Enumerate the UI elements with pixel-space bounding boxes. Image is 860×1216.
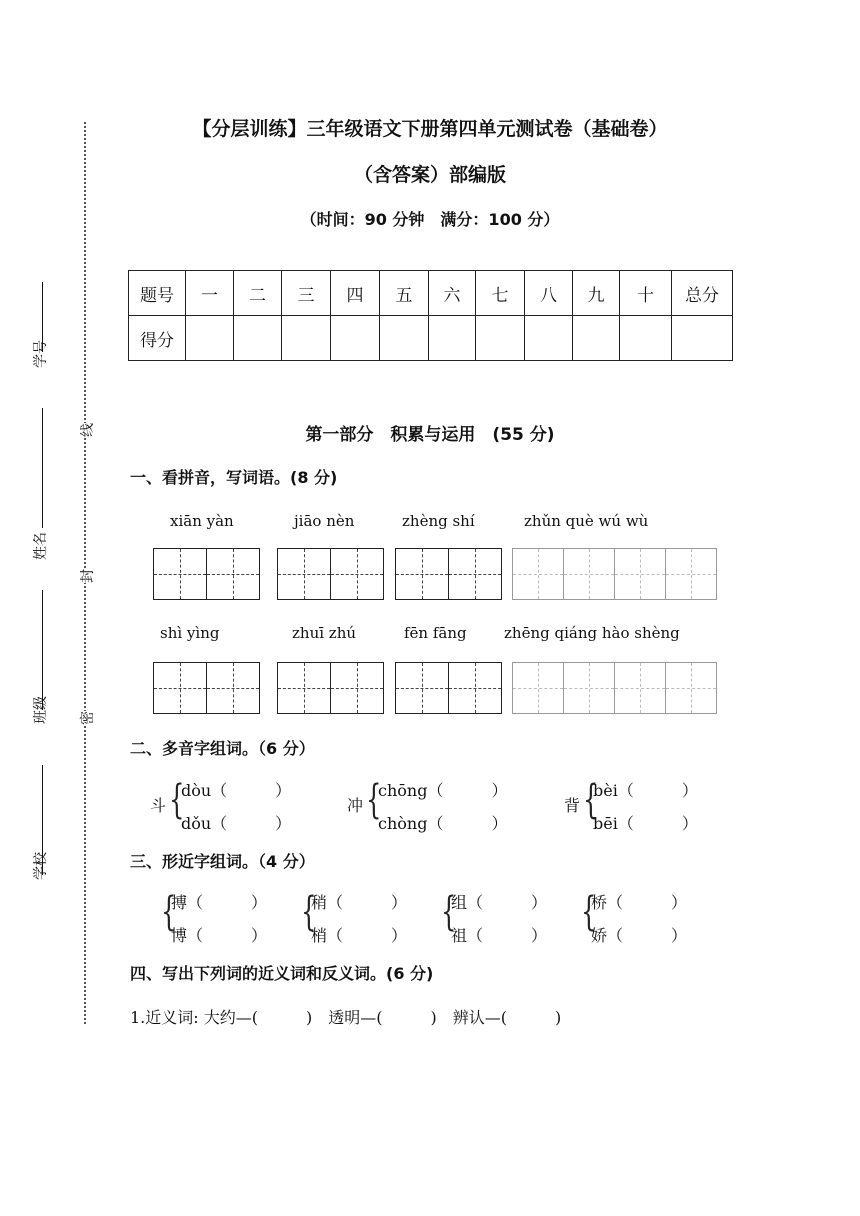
similar-char-item[interactable]: 梢（ ） bbox=[311, 926, 408, 945]
similar-char-item[interactable]: 娇（ ） bbox=[591, 926, 688, 945]
q3-title: 三、形近字组词。（4 分） bbox=[130, 852, 315, 871]
polyphone-reading[interactable]: dǒu（ ） bbox=[181, 814, 292, 833]
similar-char-item[interactable]: 博（ ） bbox=[171, 926, 268, 945]
polyphone-char: 斗 bbox=[150, 796, 167, 815]
seal-mark-line: 线 bbox=[77, 423, 97, 437]
similar-char-item[interactable]: 桥（ ） bbox=[591, 893, 688, 912]
score-cell[interactable] bbox=[282, 316, 331, 361]
writing-grid[interactable] bbox=[278, 548, 384, 600]
polyphone-char: 冲 bbox=[347, 796, 364, 815]
pinyin-label: shì yìng bbox=[160, 624, 220, 642]
brace-icon: { bbox=[366, 777, 382, 823]
polyphone-reading[interactable]: chòng（ ） bbox=[378, 814, 508, 833]
student-id-label: 学号 bbox=[33, 340, 49, 368]
brace-icon: { bbox=[583, 777, 599, 823]
document-title: 【分层训练】三年级语文下册第四单元测试卷（基础卷） bbox=[192, 118, 668, 140]
score-table-header-row bbox=[129, 271, 733, 316]
brace-icon: { bbox=[581, 889, 597, 935]
score-cell[interactable] bbox=[380, 316, 429, 361]
school-label: 学校 bbox=[33, 852, 49, 880]
score-cell[interactable] bbox=[672, 316, 733, 361]
table-header-cell: 七 bbox=[476, 271, 525, 316]
table-header-cell: 六 bbox=[429, 271, 476, 316]
table-header-cell: 八 bbox=[525, 271, 573, 316]
table-header-cell: 三 bbox=[282, 271, 331, 316]
similar-char-item[interactable]: 组（ ） bbox=[451, 893, 548, 912]
pinyin-label: zhèng shí bbox=[402, 512, 475, 530]
table-header-cell: 总分 bbox=[672, 271, 733, 316]
score-cell[interactable] bbox=[186, 316, 234, 361]
score-cell[interactable] bbox=[429, 316, 476, 361]
pinyin-label: zhuī zhú bbox=[292, 624, 357, 642]
score-cell[interactable] bbox=[525, 316, 573, 361]
synonym-line[interactable]: 1.近义词: 大约—( ) 透明—( ) 辨认—( ) bbox=[130, 1008, 562, 1027]
table-header-cell: 五 bbox=[380, 271, 429, 316]
brace-icon: { bbox=[301, 889, 317, 935]
q4-title: 四、写出下列词的近义词和反义词。(6 分) bbox=[130, 964, 434, 983]
time-info: （时间：90 分钟 满分：100 分） bbox=[300, 210, 560, 229]
pinyin-label: zhǔn què wú wù bbox=[524, 512, 649, 530]
brace-icon: { bbox=[161, 889, 177, 935]
similar-char-item[interactable]: 稍（ ） bbox=[311, 893, 408, 912]
score-cell[interactable] bbox=[234, 316, 282, 361]
table-header-cell: 一 bbox=[186, 271, 234, 316]
name-label: 姓名 bbox=[33, 532, 49, 560]
polyphone-reading[interactable]: bēi（ ） bbox=[593, 814, 698, 833]
polyphone-reading[interactable]: chōng（ ） bbox=[378, 781, 508, 800]
score-cell[interactable] bbox=[476, 316, 525, 361]
pinyin-label: jiāo nèn bbox=[294, 512, 355, 530]
table-header-cell: 四 bbox=[331, 271, 380, 316]
pinyin-label: xiān yàn bbox=[170, 512, 234, 530]
table-header-cell: 九 bbox=[573, 271, 620, 316]
brace-icon: { bbox=[169, 777, 185, 823]
similar-char-item[interactable]: 搏（ ） bbox=[171, 893, 268, 912]
class-label: 班级 bbox=[33, 696, 49, 724]
pinyin-label: zhēng qiáng hào shèng bbox=[504, 624, 680, 642]
writing-grid[interactable] bbox=[154, 662, 260, 714]
polyphone-reading[interactable]: dòu（ ） bbox=[181, 781, 292, 800]
writing-grid[interactable] bbox=[513, 548, 717, 600]
writing-grid[interactable] bbox=[278, 662, 384, 714]
brace-icon: { bbox=[441, 889, 457, 935]
polyphone-char: 背 bbox=[564, 796, 581, 815]
pinyin-label: fēn fāng bbox=[404, 624, 467, 642]
q1-title: 一、看拼音，写词语。(8 分) bbox=[130, 468, 338, 487]
score-table bbox=[128, 270, 733, 361]
writing-grid[interactable] bbox=[396, 662, 502, 714]
writing-grid[interactable] bbox=[154, 548, 260, 600]
similar-char-item[interactable]: 祖（ ） bbox=[451, 926, 548, 945]
table-header-cell: 题号 bbox=[129, 271, 186, 316]
part1-heading: 第一部分 积累与运用 (55 分) bbox=[305, 425, 555, 445]
table-header-cell: 二 bbox=[234, 271, 282, 316]
score-table-score-row bbox=[129, 316, 733, 361]
writing-grid[interactable] bbox=[396, 548, 502, 600]
table-header-cell: 十 bbox=[620, 271, 672, 316]
document-subtitle: （含答案）部编版 bbox=[353, 164, 506, 186]
score-cell[interactable] bbox=[331, 316, 380, 361]
score-row-label: 得分 bbox=[129, 316, 186, 361]
q2-title: 二、多音字组词。（6 分） bbox=[130, 739, 315, 758]
class-line bbox=[42, 590, 43, 710]
seal-mark-secret: 密 bbox=[77, 711, 97, 725]
score-cell[interactable] bbox=[573, 316, 620, 361]
writing-grid[interactable] bbox=[513, 662, 717, 714]
polyphone-reading[interactable]: bèi（ ） bbox=[593, 781, 698, 800]
score-cell[interactable] bbox=[620, 316, 672, 361]
seal-mark-seal: 封 bbox=[77, 569, 97, 583]
